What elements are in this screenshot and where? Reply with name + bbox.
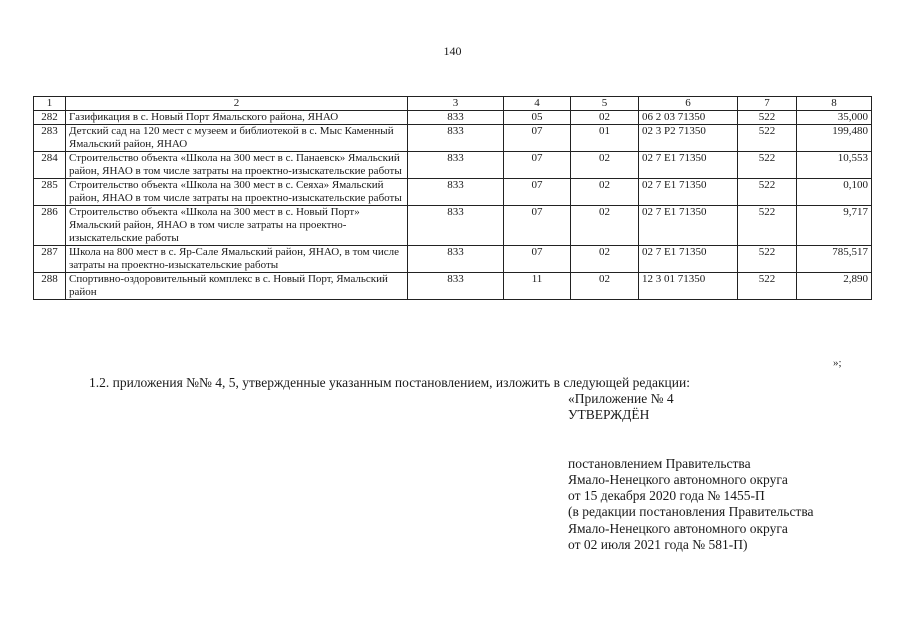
spacer bbox=[568, 424, 814, 440]
approval-line: от 02 июля 2021 года № 581-П) bbox=[568, 537, 748, 553]
csr-cell: 02 7 E1 71350 bbox=[639, 206, 738, 246]
column-header: 1 bbox=[34, 97, 66, 111]
amount-cell: 0,100 bbox=[797, 179, 872, 206]
object-name: Газификация в с. Новый Порт Ямальского района, ЯНАО bbox=[66, 111, 408, 125]
code-cell: 522 bbox=[738, 152, 797, 179]
code-cell: 07 bbox=[504, 125, 571, 152]
closing-quote-mark: »; bbox=[833, 357, 842, 369]
row-number: 282 bbox=[34, 111, 66, 125]
code-cell: 02 bbox=[571, 206, 639, 246]
row-number: 286 bbox=[34, 206, 66, 246]
code-cell: 522 bbox=[738, 125, 797, 152]
csr-cell: 02 7 E1 71350 bbox=[639, 246, 738, 273]
code-cell: 02 bbox=[571, 179, 639, 206]
row-number: 288 bbox=[34, 273, 66, 300]
table-row bbox=[34, 111, 872, 125]
column-header: 5 bbox=[571, 97, 639, 111]
object-name: Детский сад на 120 мест с музеем и библиотекой в с. Мыс Каменный Ямальский район, ЯНАО bbox=[66, 125, 408, 152]
object-name: Строительство объекта «Школа на 300 мест в с. Панаевск» Ямальский район, ЯНАО в том числе затраты на проектно-изыскательские работы bbox=[66, 152, 408, 179]
object-name: Строительство объекта «Школа на 300 мест в с. Новый Порт» Ямальский район, ЯНАО в том числе затраты на проектно-изыскательские работы bbox=[66, 206, 408, 246]
code-cell: 05 bbox=[504, 111, 571, 125]
row-number: 284 bbox=[34, 152, 66, 179]
column-header: 2 bbox=[66, 97, 408, 111]
table-row bbox=[34, 246, 872, 273]
object-name: Школа на 800 мест в с. Яр-Сале Ямальский район, ЯНАО, в том числе затраты на проектно-изыскательские работы bbox=[66, 246, 408, 273]
row-number: 285 bbox=[34, 179, 66, 206]
csr-cell: 02 7 E1 71350 bbox=[639, 152, 738, 179]
code-cell: 07 bbox=[504, 152, 571, 179]
code-cell: 833 bbox=[408, 273, 504, 300]
column-header: 8 bbox=[797, 97, 872, 111]
table-row bbox=[34, 152, 872, 179]
table-row bbox=[34, 273, 872, 300]
code-cell: 833 bbox=[408, 111, 504, 125]
code-cell: 522 bbox=[738, 246, 797, 273]
code-cell: 02 bbox=[571, 152, 639, 179]
code-cell: 522 bbox=[738, 206, 797, 246]
approval-line: Ямало-Ненецкого автономного округа bbox=[568, 520, 788, 536]
code-cell: 522 bbox=[738, 179, 797, 206]
approval-block bbox=[568, 391, 814, 553]
column-header: 3 bbox=[408, 97, 504, 111]
code-cell: 07 bbox=[504, 206, 571, 246]
approval-line: постановлением Правительства bbox=[568, 455, 751, 471]
amount-cell: 35,000 bbox=[797, 111, 872, 125]
approval-line: от 15 декабря 2020 года № 1455-П bbox=[568, 488, 765, 504]
amount-cell: 785,517 bbox=[797, 246, 872, 273]
budget-table bbox=[33, 96, 872, 300]
approval-line: Ямало-Ненецкого автономного округа bbox=[568, 471, 788, 487]
appendix-title: «Приложение № 4 bbox=[568, 391, 674, 406]
amount-cell: 199,480 bbox=[797, 125, 872, 152]
code-cell: 833 bbox=[408, 179, 504, 206]
csr-cell: 02 3 P2 71350 bbox=[639, 125, 738, 152]
code-cell: 833 bbox=[408, 206, 504, 246]
object-name: Строительство объекта «Школа на 300 мест в с. Сеяха» Ямальский район, ЯНАО в том числе затраты на проектно-изыскательские работы bbox=[66, 179, 408, 206]
table-header-row bbox=[34, 97, 872, 111]
code-cell: 02 bbox=[571, 273, 639, 300]
code-cell: 02 bbox=[571, 246, 639, 273]
code-cell: 522 bbox=[738, 273, 797, 300]
page-number: 140 bbox=[443, 44, 462, 58]
row-number: 287 bbox=[34, 246, 66, 273]
spacer bbox=[568, 440, 814, 456]
amendment-paragraph: 1.2. приложения №№ 4, 5, утвержденные указанным постановлением, изложить в следующей редакции: bbox=[89, 375, 690, 390]
object-name: Спортивно-оздоровительный комплекс в с. Новый Порт, Ямальский район bbox=[66, 273, 408, 300]
amount-cell: 9,717 bbox=[797, 206, 872, 246]
code-cell: 833 bbox=[408, 246, 504, 273]
code-cell: 833 bbox=[408, 125, 504, 152]
code-cell: 07 bbox=[504, 246, 571, 273]
code-cell: 07 bbox=[504, 179, 571, 206]
code-cell: 11 bbox=[504, 273, 571, 300]
table-row bbox=[34, 206, 872, 246]
amount-cell: 2,890 bbox=[797, 273, 872, 300]
csr-cell: 06 2 03 71350 bbox=[639, 111, 738, 125]
csr-cell: 02 7 E1 71350 bbox=[639, 179, 738, 206]
csr-cell: 12 3 01 71350 bbox=[639, 273, 738, 300]
column-header: 4 bbox=[504, 97, 571, 111]
code-cell: 522 bbox=[738, 111, 797, 125]
column-header: 7 bbox=[738, 97, 797, 111]
code-cell: 833 bbox=[408, 152, 504, 179]
amount-cell: 10,553 bbox=[797, 152, 872, 179]
code-cell: 02 bbox=[571, 111, 639, 125]
row-number: 283 bbox=[34, 125, 66, 152]
code-cell: 01 bbox=[571, 125, 639, 152]
table-row bbox=[34, 179, 872, 206]
table-row bbox=[34, 125, 872, 152]
approved-label: УТВЕРЖДЁН bbox=[568, 407, 650, 423]
approval-line: (в редакции постановления Правительства bbox=[568, 504, 814, 520]
column-header: 6 bbox=[639, 97, 738, 111]
